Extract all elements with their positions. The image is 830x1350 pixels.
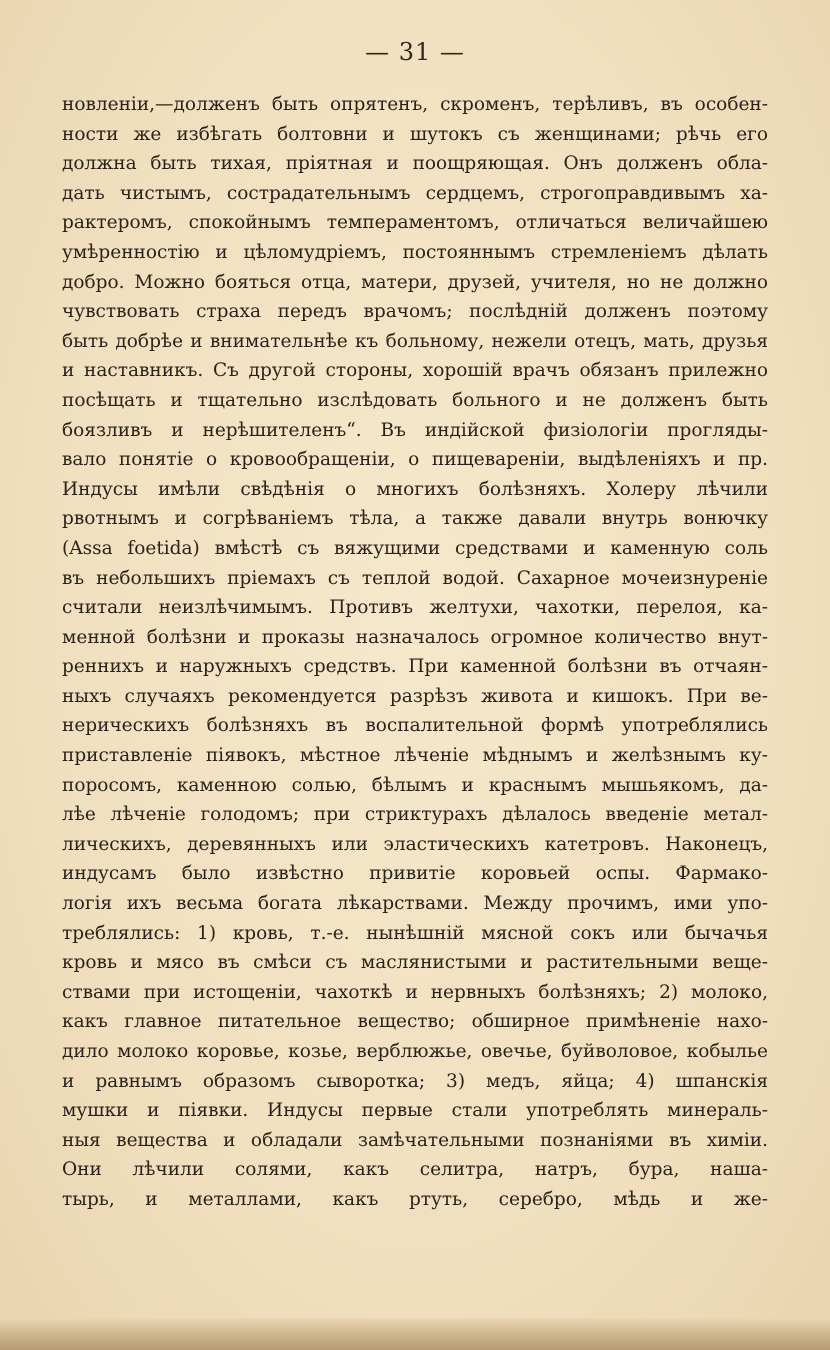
text-line: индусамъ было извѣстно привитіе коровьей оспы. Фармако- — [62, 863, 768, 885]
text-line: ныхъ случаяхъ рекомендуется разрѣзъ живота и кишокъ. При ве- — [62, 685, 768, 707]
text-line: считали неизлѣчимымъ. Противъ желтухи, чахотки, перелоя, ка- — [62, 597, 768, 619]
text-line: боязливъ и нерѣшителенъ“. Въ индійской физіологіи прогляды- — [62, 419, 768, 441]
text-line: рактеромъ, спокойнымъ темпераментомъ, отличаться величайшею — [62, 212, 768, 234]
text-line: ности же избѣгать болтовни и шутокъ съ женщинами; рѣчь его — [62, 123, 768, 145]
text-line: новленіи,—долженъ быть опрятенъ, скроменъ, терѣливъ, въ особен- — [62, 94, 768, 115]
text-line: ныя вещества и обладали замѣчательными познаніями въ химіи. — [62, 1129, 768, 1151]
page-number: — 31 — — [365, 38, 465, 66]
text-line: нерическихъ болѣзняхъ въ воспалительной формѣ употреблялись — [62, 715, 768, 737]
text-line: умѣренностію и цѣломудріемъ, постояннымъ стремленіемъ дѣлать — [62, 241, 768, 263]
text-line: какъ главное питательное вещество; обширное примѣненіе нахо- — [62, 1011, 768, 1033]
text-line: въ небольшихъ пріемахъ съ теплой водой. Сахарное мочеизнуреніе — [62, 567, 768, 589]
text-line: кровь и мясо въ смѣси съ маслянистыми и растительными веще- — [62, 952, 768, 974]
text-line: и равнымъ образомъ сыворотка; 3) медъ, яйца; 4) шпанскія — [62, 1070, 768, 1092]
text-line: приставленіе піявокъ, мѣстное лѣченіе мѣднымъ и желѣзнымъ ку- — [62, 745, 768, 767]
text-line: посѣщать и тщательно изслѣдовать больного и не долженъ быть — [62, 389, 768, 411]
text-line: реннихъ и наружныхъ средствъ. При каменной болѣзни въ отчаян- — [62, 656, 768, 678]
text-line: треблялись: 1) кровь, т.-е. нынѣшній мясной сокъ или бычачья — [62, 922, 768, 944]
text-line: мушки и піявки. Индусы первые стали употреблять минераль- — [62, 1100, 768, 1122]
text-line: поросомъ, каменною солью, бѣлымъ и краснымъ мышьякомъ, да- — [62, 774, 768, 796]
text-line: Они лѣчили солями, какъ селитра, натръ, бура, наша- — [62, 1159, 768, 1181]
text-line: лическихъ, деревянныхъ или эластическихъ катетровъ. Наконецъ, — [62, 833, 768, 855]
text-line: и наставникъ. Съ другой стороны, хорошій врачъ обязанъ прилежно — [62, 360, 768, 382]
body-text — [62, 90, 768, 1215]
page-bottom-edge — [0, 1318, 830, 1350]
text-line: дило молоко коровье, козье, верблюжье, овечье, буйволовое, кобылье — [62, 1041, 768, 1062]
text-line: вало понятіе о кровообращеніи, о пищевареніи, выдѣленіяхъ и пр. — [62, 449, 768, 471]
text-line: добро. Можно бояться отца, матери, друзей, учителя, но не должно — [62, 271, 768, 293]
text-line: быть добрѣе и внимательнѣе къ больному, нежели отецъ, мать, друзья — [62, 330, 768, 352]
text-line: ствами при истощеніи, чахоткѣ и нервныхъ болѣзняхъ; 2) молоко, — [62, 981, 768, 1003]
text-line: менной болѣзни и проказы назначалось огромное количество внут- — [62, 626, 768, 648]
text-line: должна быть тихая, пріятная и поощряющая. Онъ долженъ обла- — [62, 153, 768, 175]
text-line: чувствовать страха передъ врачомъ; послѣдній долженъ поэтому — [62, 301, 768, 323]
text-line: (Assa foetida) вмѣстѣ съ вяжущими средствами и каменную соль — [62, 537, 768, 559]
text-line: рвотнымъ и согрѣваніемъ тѣла, а также давали внутрь вонючку — [62, 508, 768, 530]
text-line: тырь, и металлами, какъ ртуть, серебро, мѣдь и же- — [62, 1188, 768, 1210]
text-line: дать чистымъ, сострадательнымъ сердцемъ, строгоправдивымъ ха- — [62, 182, 768, 204]
text-line: лѣе лѣченіе голодомъ; при стриктурахъ дѣлалось введеніе метал- — [62, 804, 768, 826]
text-line: логія ихъ весьма богата лѣкарствами. Между прочимъ, ими упо- — [62, 893, 768, 915]
text-line: Индусы имѣли свѣдѣнія о многихъ болѣзняхъ. Холеру лѣчили — [62, 478, 768, 500]
